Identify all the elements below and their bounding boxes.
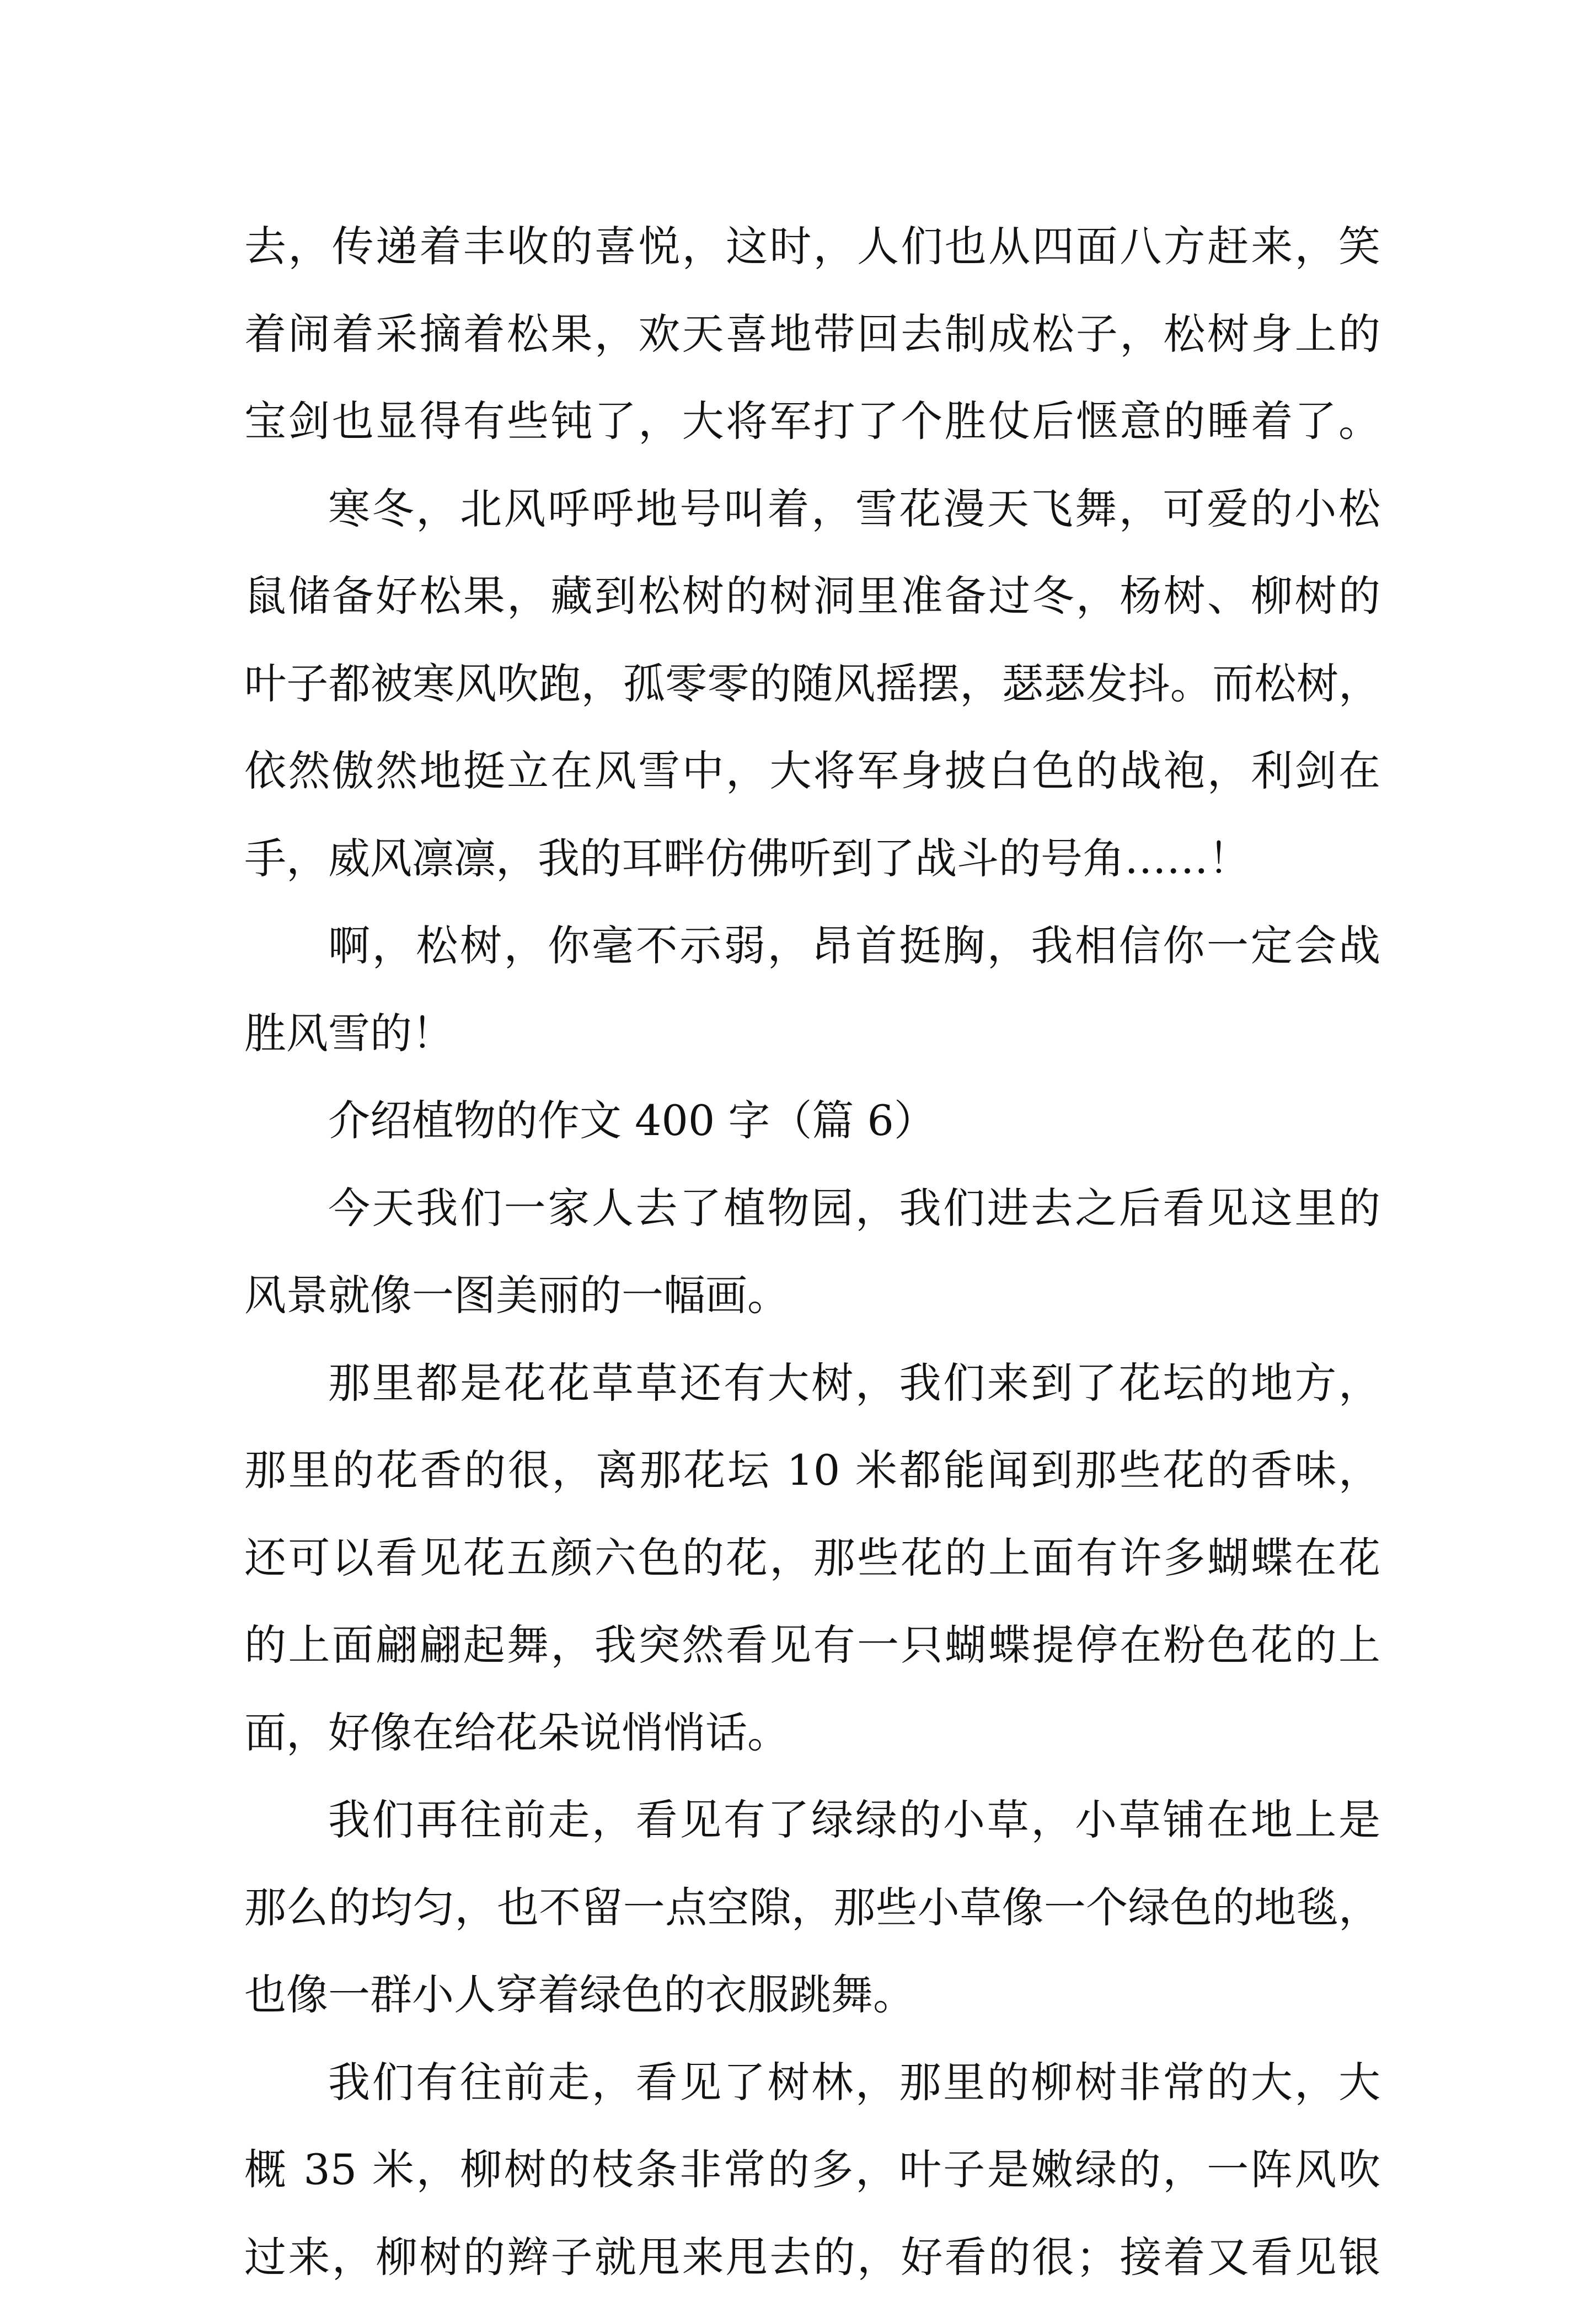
text-line: 啊，松树，你毫不示弱，昂首挺胸，我相信你一定会战 <box>244 902 1380 990</box>
text-line: 着闹着采摘着松果，欢天喜地带回去制成松子，松树身上的 <box>244 291 1380 378</box>
text-line: 风景就像一图美丽的一幅画。 <box>244 1252 1380 1340</box>
section-heading: 介绍植物的作文 400 字（篇 6） <box>244 1077 1380 1165</box>
text-line: 概 35 米，柳树的枝条非常的多，叶子是嫩绿的，一阵风吹 <box>244 2126 1380 2214</box>
text-line: 寒冬，北风呼呼地号叫着，雪花漫天飞舞，可爱的小松 <box>244 465 1380 553</box>
text-line: 手，威风凛凛，我的耳畔仿佛听到了战斗的号角……！ <box>244 815 1380 903</box>
text-line: 胜风雪的！ <box>244 990 1380 1078</box>
text-line: 叶子都被寒风吹跑，孤零零的随风摇摆，瑟瑟发抖。而松树， <box>244 640 1380 728</box>
text-line: 去，传递着丰收的喜悦，这时，人们也从四面八方赶来，笑 <box>244 203 1380 291</box>
text-line: 过来，柳树的辫子就甩来甩去的，好看的很；接着又看见银 <box>244 2214 1380 2301</box>
text-line: 那里的花香的很，离那花坛 10 米都能闻到那些花的香味， <box>244 1427 1380 1515</box>
text-line: 今天我们一家人去了植物园，我们进去之后看见这里的 <box>244 1165 1380 1253</box>
text-line: 我们有往前走，看见了树林，那里的柳树非常的大，大 <box>244 2039 1380 2127</box>
text-line: 也像一群小人穿着绿色的衣服跳舞。 <box>244 1951 1380 2039</box>
text-line: 宝剑也显得有些钝了，大将军打了个胜仗后惬意的睡着了。 <box>244 378 1380 465</box>
text-line: 的上面翩翩起舞，我突然看见有一只蝴蝶提停在粉色花的上 <box>244 1602 1380 1689</box>
body-text <box>244 203 1380 2301</box>
text-line: 我们再往前走，看见有了绿绿的小草，小草铺在地上是 <box>244 1776 1380 1864</box>
text-line: 那么的均匀，也不留一点空隙，那些小草像一个绿色的地毯， <box>244 1864 1380 1952</box>
text-line: 那里都是花花草草还有大树，我们来到了花坛的地方， <box>244 1340 1380 1427</box>
text-line: 依然傲然地挺立在风雪中，大将军身披白色的战袍，利剑在 <box>244 727 1380 815</box>
text-line: 面，好像在给花朵说悄悄话。 <box>244 1689 1380 1777</box>
text-line: 鼠储备好松果，藏到松树的树洞里准备过冬，杨树、柳树的 <box>244 553 1380 640</box>
text-line: 还可以看见花五颜六色的花，那些花的上面有许多蝴蝶在花 <box>244 1515 1380 1602</box>
